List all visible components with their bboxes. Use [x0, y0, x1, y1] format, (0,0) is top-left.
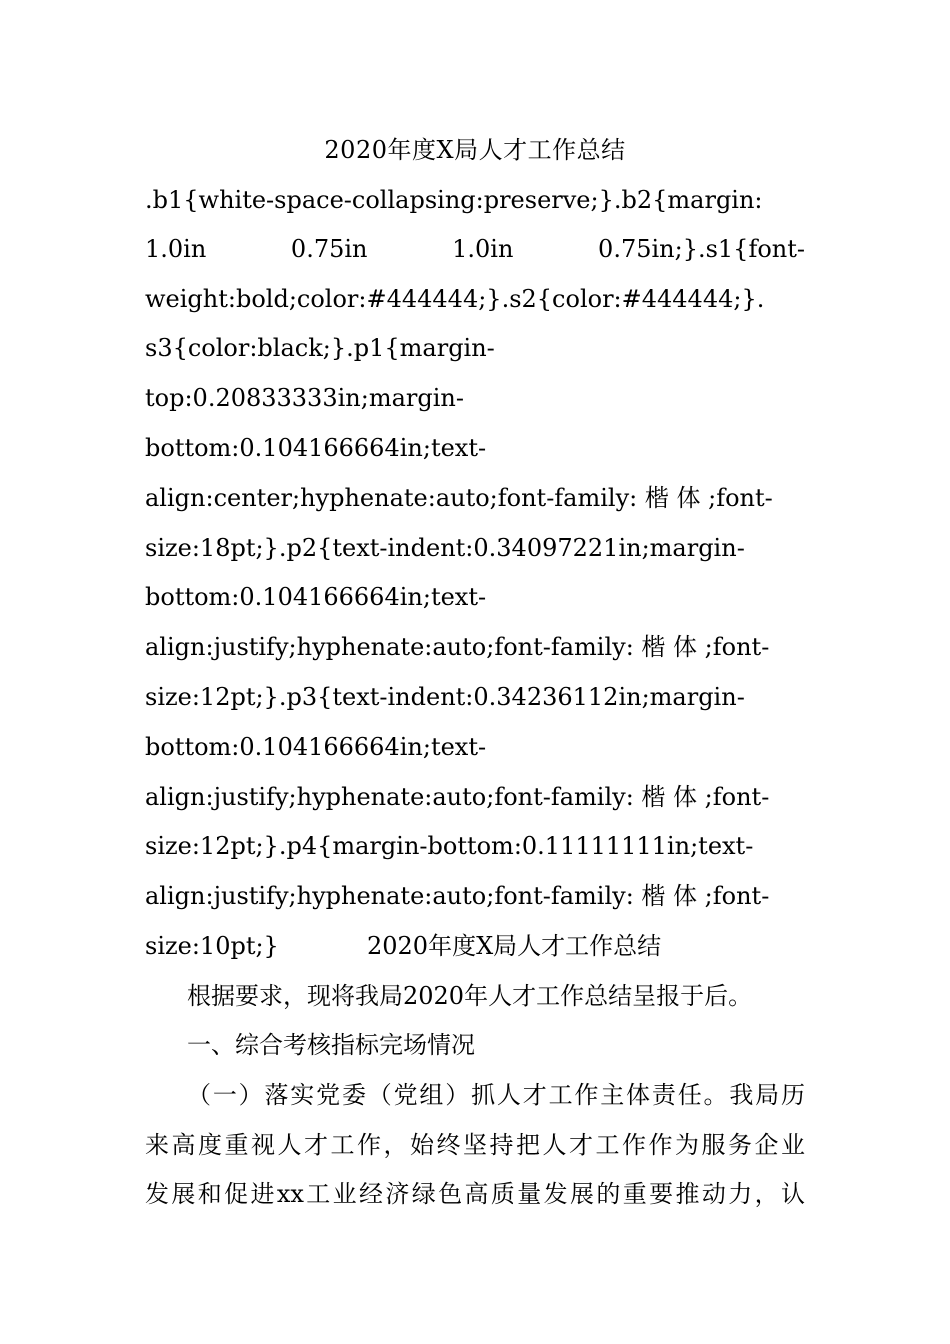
- paragraph-1-line-3: 发展和促进xx工业经济绿色高质量发展的重要推动力，认: [145, 1180, 805, 1208]
- css-line-12: bottom:0.104166664in;text-: [145, 733, 487, 761]
- paragraph-1-line-2: 来高度重视人才工作，始终坚持把人才工作作为服务企业: [145, 1131, 805, 1159]
- css-line-last: size:10pt;}: [145, 932, 279, 960]
- inline-title: 2020年度X局人才工作总结: [367, 932, 662, 960]
- document-title: 2020年度X局人才工作总结: [324, 136, 626, 164]
- css-line-1: .b1{white-space-collapsing:preserve;}.b2{margin:: [145, 186, 763, 214]
- css-line-5: top:0.20833333in;margin-: [145, 384, 464, 412]
- css-line-2: 1.0in 0.75in 1.0in 0.75in;}.s1{font-: [145, 235, 805, 263]
- css-line-3: weight:bold;color:#444444;}.s2{color:#444444;}.: [145, 285, 765, 313]
- css-line-10: align:justify;hyphenate:auto;font-family: 楷 体 ;font-: [145, 633, 770, 661]
- css-line-7: align:center;hyphenate:auto;font-family: 楷 体 ;font-: [145, 484, 773, 512]
- css-line-9: bottom:0.104166664in;text-: [145, 583, 487, 611]
- css-line-6: bottom:0.104166664in;text-: [145, 434, 487, 462]
- css-line-14: size:12pt;}.p4{margin-bottom:0.11111111in;text-: [145, 832, 754, 860]
- css-line-13: align:justify;hyphenate:auto;font-family: 楷 体 ;font-: [145, 783, 770, 811]
- css-line-8: size:18pt;}.p2{text-indent:0.34097221in;margin-: [145, 534, 745, 562]
- paragraph-1-line-1: （一）落实党委（党组）抓人才工作主体责任。我局历: [187, 1081, 805, 1109]
- section-heading-1: 一、综合考核指标完场情况: [187, 1031, 475, 1059]
- css-line-4: s3{color:black;}.p1{margin-: [145, 334, 495, 362]
- css-line-11: size:12pt;}.p3{text-indent:0.34236112in;margin-: [145, 683, 745, 711]
- intro-paragraph: 根据要求，现将我局2020年人才工作总结呈报于后。: [187, 982, 753, 1010]
- css-line-15: align:justify;hyphenate:auto;font-family: 楷 体 ;font-: [145, 882, 770, 910]
